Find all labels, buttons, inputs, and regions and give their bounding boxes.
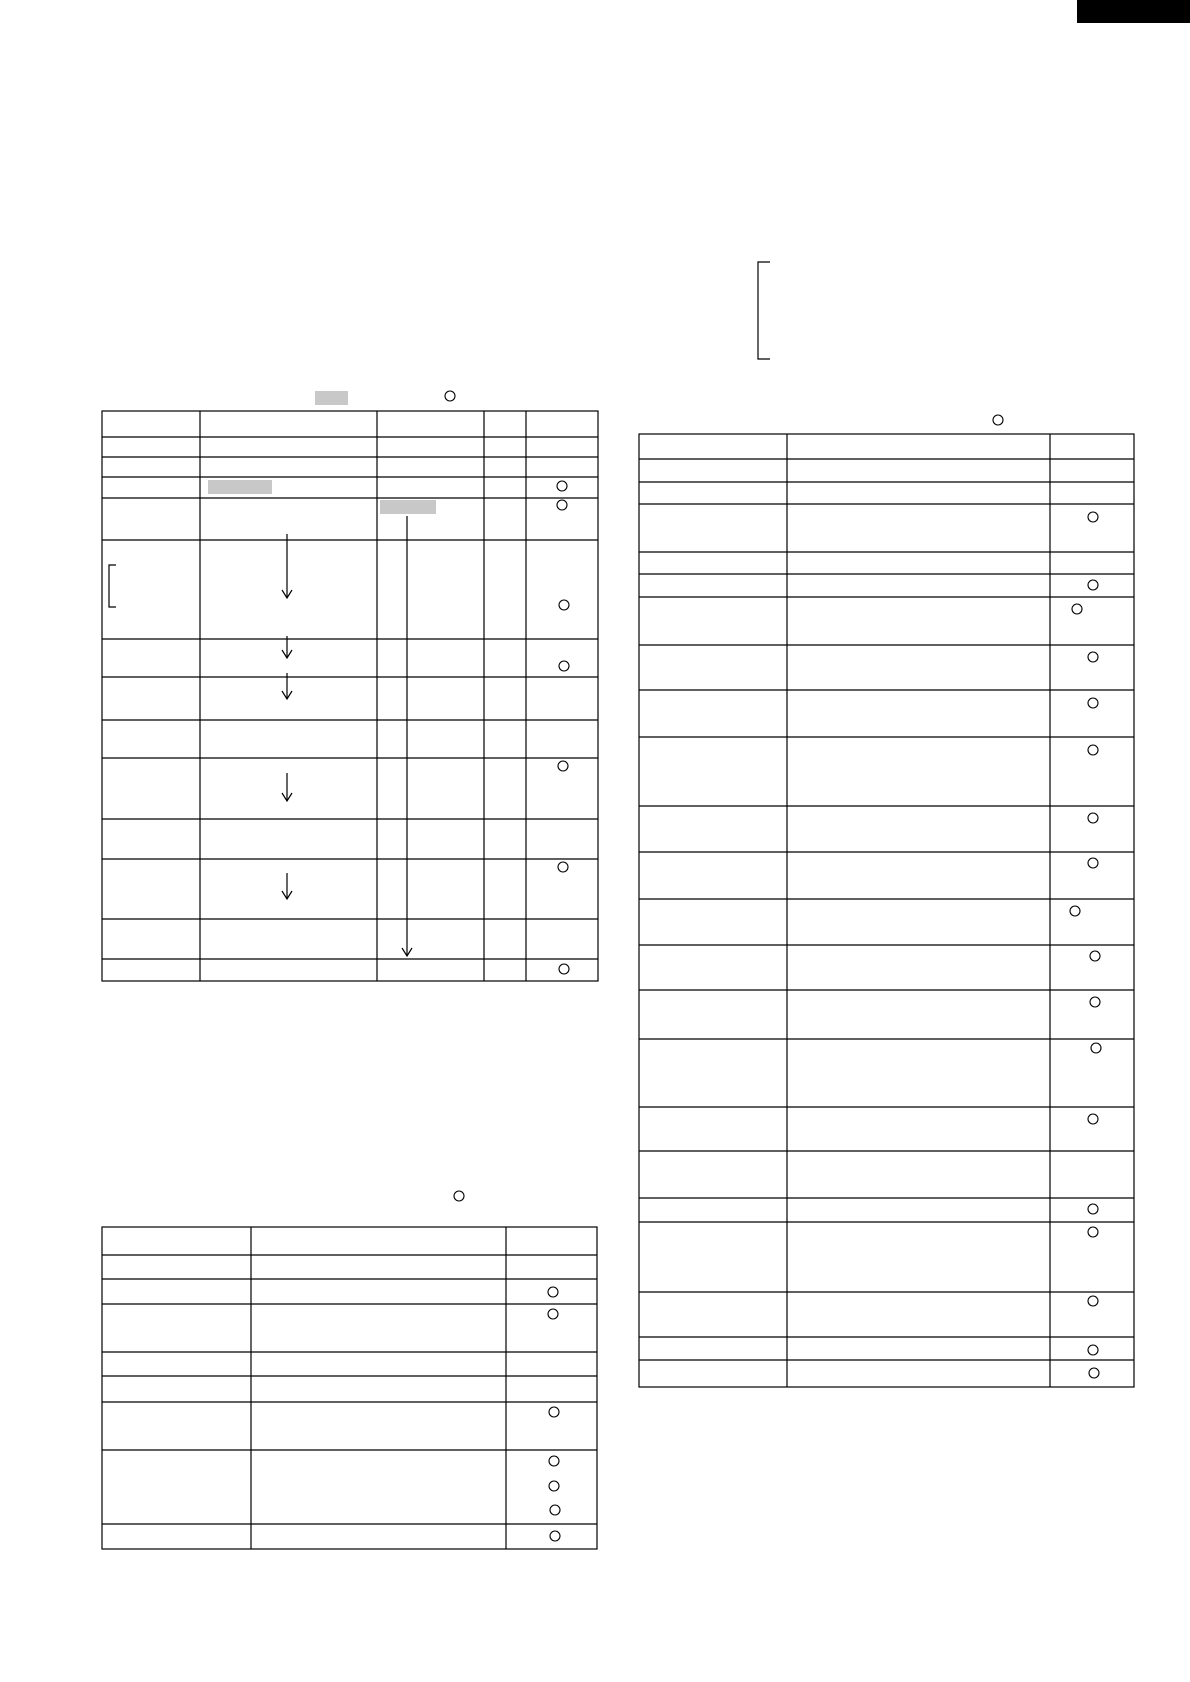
- circle-marker: [559, 964, 569, 974]
- circle-marker: [1088, 813, 1098, 823]
- circle-marker: [1088, 858, 1098, 868]
- circle-marker: [1090, 997, 1100, 1007]
- circle-marker: [558, 862, 568, 872]
- circle-marker: [1090, 951, 1100, 961]
- highlight-box: [315, 391, 348, 405]
- circle-marker: [550, 1531, 560, 1541]
- table-a-border: [102, 411, 598, 981]
- circle-marker: [1072, 604, 1082, 614]
- circle-marker: [1088, 580, 1098, 590]
- circle-marker: [559, 661, 569, 671]
- circle-marker: [549, 1407, 559, 1417]
- circle-marker: [1089, 1368, 1099, 1378]
- table-c: [639, 434, 1134, 1387]
- circle-marker: [1070, 906, 1080, 916]
- circle-marker: [1091, 1043, 1101, 1053]
- circle-markers: [445, 391, 1101, 1541]
- table-c-border: [639, 434, 1134, 1387]
- circle-marker: [548, 1309, 558, 1319]
- circle-marker: [557, 500, 567, 510]
- table-a: [102, 411, 598, 981]
- circle-marker: [1088, 1227, 1098, 1237]
- circle-marker: [550, 1505, 560, 1515]
- circle-marker: [559, 600, 569, 610]
- circle-marker: [993, 415, 1003, 425]
- bracket: [758, 262, 770, 359]
- circle-marker: [1088, 512, 1098, 522]
- highlight-box: [208, 480, 272, 494]
- circle-marker: [1088, 1296, 1098, 1306]
- circle-marker: [1088, 1114, 1098, 1124]
- bracket: [109, 565, 116, 607]
- circle-marker: [445, 391, 455, 401]
- highlight-box: [380, 500, 436, 514]
- circle-marker: [557, 481, 567, 491]
- circle-marker: [549, 1481, 559, 1491]
- circle-marker: [1088, 745, 1098, 755]
- arrows: [282, 516, 412, 956]
- circle-marker: [1088, 1345, 1098, 1355]
- table-b: [102, 1227, 597, 1549]
- circle-marker: [549, 1456, 559, 1466]
- circle-marker: [454, 1191, 464, 1201]
- circle-marker: [1088, 1204, 1098, 1214]
- circle-marker: [1088, 698, 1098, 708]
- circle-marker: [558, 761, 568, 771]
- circle-marker: [1088, 652, 1098, 662]
- table-b-border: [102, 1227, 597, 1549]
- circle-marker: [548, 1287, 558, 1297]
